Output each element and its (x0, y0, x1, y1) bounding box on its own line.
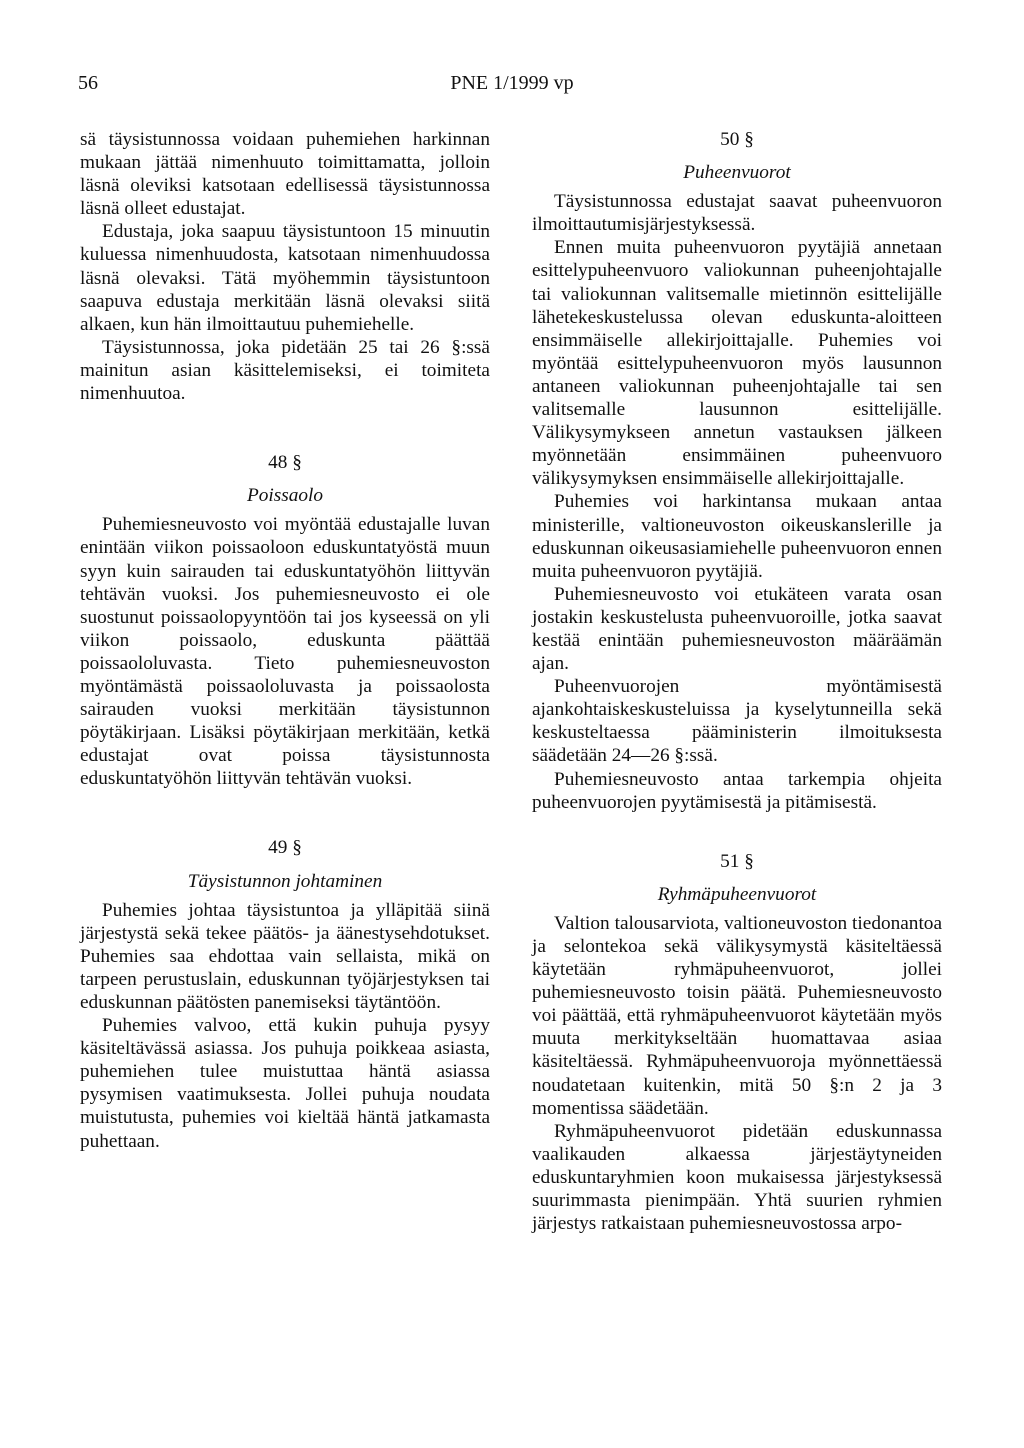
paragraph: Puhemiesneuvosto voi myöntää edustajalle luvan enintään viikon poissaoloon eduskuntatyöstä muun syyn kuin sairauden tai eduskuntatyöhön liittyvän tehtävän vuoksi. Jos puhemiesneuvosto ei ole suostunut poissaolopyyntöön tai jos kyseessä on yli viikon poissaolo, eduskunta päättää poissaololuvasta. Tieto puhemiesneuvoston myöntämästä poissaololuvasta ja poissaolosta sairauden vuoksi merkitään täysistunnon pöytäkirjaan. Lisäksi pöytäkirjaan merkitään, ketkä edustajat ovat poissa täysistunnosta eduskuntatyöhön liittyvän tehtävän vuoksi. (80, 514, 490, 790)
section-50-number: 50 § (720, 129, 754, 150)
paragraph: Edustaja, joka saapuu täysistuntoon 15 minuutin kuluessa nimenhuudosta, katsotaan nimenhuudossa läsnä olevaksi. Tätä myöhemmin täysistuntoon saapuva edustaja merkitään läsnä olevaksi siitä alkaen, kun hän ilmoittautuu puhemiehelle. (80, 221, 490, 335)
paragraph: Täysistunnossa edustajat saavat puheenvuoron ilmoittautumisjärjestyksessä. (532, 191, 942, 236)
section-49-title: Täysistunnon johtaminen (187, 870, 383, 892)
section-51-title: Ryhmäpuheenvuorot (657, 883, 817, 905)
paragraph: Puhemies johtaa täysistuntoa ja ylläpitää siinä järjestystä sekä tekee päätös- ja äänestysehdotukset. Puhemies saa ehdottaa vain sellaista, mikä on tarpeen perustuslain, eduskunnan työjärjestyksen tai eduskunnan päätösten panemiseksi täytäntöön. (80, 899, 490, 1013)
section-51-number: 51 § (720, 850, 754, 872)
section-48-number: 48 § (268, 452, 302, 474)
paragraph: Puhemies voi harkintansa mukaan antaa ministerille, valtioneuvoston oikeuskanslerille ja eduskunnan oikeusasiamiehelle puheenvuoron ennen muita puheenvuoron pyytäjiä. (532, 491, 942, 582)
paragraph: Täysistunnossa, joka pidetään 25 tai 26 §:ssä mainitun asian käsittelemiseksi, ei toimiteta nimenhuutoa. (80, 336, 490, 405)
paragraph: Puhemiesneuvosto antaa tarkempia ohjeita puheenvuorojen pyytämisestä ja pitämisestä. (532, 768, 942, 813)
section-50-title: Puheenvuorot (683, 162, 791, 184)
page-header (78, 72, 946, 102)
running-title: PNE 1/1999 vp (450, 72, 574, 94)
section-48-title: Poissaolo (246, 485, 324, 507)
right-column (532, 128, 942, 1235)
paragraph-continued: sä täysistunnossa voidaan puhemiehen harkinnan mukaan jättää nimenhuuto toimittamatta, jolloin läsnä oleviksi katsotaan edellisessä täysistunnossa läsnä olleet edustajat. (80, 129, 490, 220)
page-number: 56 (78, 72, 98, 94)
paragraph: Puhemiesneuvosto voi etukäteen varata osan jostakin keskustelusta puheenvuoroille, jotka saavat kestää enintään puhemiesneuvoston määräämän ajan. (532, 583, 942, 675)
paragraph: Puheenvuorojen myöntämisestä ajankohtaiskeskusteluissa ja kyselytunneilla sekä keskusteltaessa pääministerin ilmoituksesta säädetään 24—26 §:ssä. (532, 676, 942, 767)
paragraph: Ryhmäpuheenvuorot pidetään eduskunnassa vaalikauden alkaessa järjestäytyneiden eduskuntaryhmien koon mukaisessa järjestyksessä suurimmasta pienimpään. Yhtä suurien ryhmien järjestys ratkaistaan puhemiesneuvostossa arpo- (532, 1120, 942, 1235)
left-column (80, 128, 490, 1153)
paragraph: Ennen muita puheenvuoron pyytäjiä annetaan esittelypuheenvuoro valiokunnan puheenjohtajalle tai valiokunnan valitsemalle mietinnön esittelijälle lähetekeskustelussa olevan eduskunta-aloitteen ensimmäiselle allekirjoittajalle. Puhemies voi myöntää esittelypuheenvuoron myös lausunnon antaneen valiokunnan puheenjohtajalle tai sen valitsemalle lausunnon esittelijälle. Välikysymykseen annetun vastauksen jälkeen myönnetään ensimmäinen puheenvuoro välikysymyksen ensimmäiselle allekirjoittajalle. (532, 237, 942, 490)
paragraph: Puhemies valvoo, että kukin puhuja pysyy käsiteltävässä asiassa. Jos puhuja poikkeaa asiasta, puhemiehen tulee muistuttaa häntä asiassa pysymisen vaatimuksesta. Jollei puhuja noudata muistutusta, puhemies voi kieltää häntä jatkamasta puhettaan. (80, 1015, 490, 1152)
paragraph: Valtion talousarviota, valtioneuvoston tiedonantoa ja selontekoa sekä välikysymystä käsiteltäessä käytetään ryhmäpuheenvuorot, jollei puhemiesneuvosto toisin päätä. Puhemiesneuvosto voi päättää, että ryhmäpuheenvuorot käytetään myös muuta merkitykseltään huomattavaa asiaa käsiteltäessä. Ryhmäpuheenvuoroja myönnettäessä noudatetaan kuitenkin, mitä 50 §:n 2 ja 3 momentissa säädetään. (532, 912, 942, 1119)
section-49-number: 49 § (268, 837, 302, 859)
